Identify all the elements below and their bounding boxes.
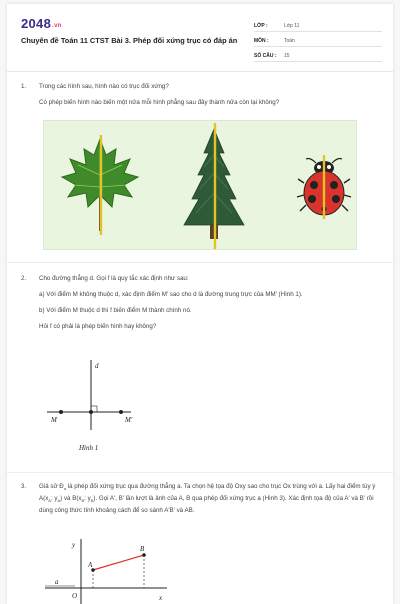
label-a: a [55, 578, 59, 586]
question-text: Trong các hình sau, hình nào có trục đối xứng? [39, 83, 169, 90]
point-m-prime [119, 410, 123, 414]
symmetry-picture [43, 120, 357, 250]
question-1 [21, 82, 381, 114]
label-m-prime: M' [125, 416, 133, 424]
question-text: Giả sử $Đ_a$ là phép đối xứng trục qua đường thẳng a. Ta chọn hệ tọa độ Oxy sao cho trục Ox trùng với a. Lấy hai điểm tùy ý $A(x_A$; $y_A$) và $B(x_B$; $y_B$). Gọi A', B' lần lượt là ảnh của A, B qua phép đối xứng trục a (Hình 3). Xác định tọa độ của A' và B' rồi dùng công thức tính khoảng cách để so sánh A'B' và AB. [39, 483, 376, 515]
question-number: 1. [21, 83, 27, 90]
label-x: x [159, 594, 163, 602]
logo-suffix: .vn [52, 23, 62, 29]
point-b [142, 553, 146, 557]
meta-value: Toán [284, 38, 295, 44]
label-point-a: A [88, 561, 93, 569]
label-point-b: B [140, 545, 145, 553]
question-text: a) Với điểm M không thuộc d, xác định điểm M' sao cho d là đường trung trực của MM' (Hình 1). [39, 291, 303, 298]
header-divider [7, 71, 393, 72]
segment-ab [93, 555, 144, 570]
figure-3 [41, 537, 171, 604]
meta-table [254, 17, 382, 62]
question-text: Hỏi f có phải là phép biến hình hay không? [39, 323, 157, 330]
meta-key: LỚP : [254, 23, 268, 29]
meta-row-subject [254, 32, 382, 47]
pine-tree-image [174, 123, 254, 249]
question-divider [7, 472, 393, 473]
point-m [59, 410, 63, 414]
meta-key: SỐ CÂU : [254, 53, 277, 59]
ladybug-image [296, 155, 352, 219]
question-text: Có phép biến hình nào biến một nửa mỗi hình phẳng sau đây thành nửa còn lại không? [39, 99, 280, 106]
question-2 [21, 274, 381, 338]
question-number: 2. [21, 275, 27, 282]
maple-leaf-image [58, 135, 142, 235]
label-y: y [72, 541, 76, 549]
site-logo[interactable] [21, 16, 62, 31]
question-text: b) Với điểm M thuộc d thì f biến điểm M thành chính nó. [39, 307, 192, 314]
question-number: 3. [21, 483, 27, 490]
label-o: O [72, 592, 78, 600]
question-text: Cho đường thẳng d. Gọi f là quy tắc xác định như sau: [39, 275, 189, 282]
meta-value: Lớp 11 [284, 23, 300, 29]
meta-key: MÔN : [254, 38, 269, 44]
question-3 [21, 482, 381, 522]
document-page [7, 4, 393, 604]
figure-caption: Hình 1 [79, 444, 99, 452]
meta-row-class [254, 17, 382, 32]
document-title: Chuyên đề Toán 11 CTST Bài 3. Phép đối xứng trục có đáp án [21, 36, 238, 45]
figure-1 [39, 358, 139, 453]
meta-value: 15 [284, 53, 290, 59]
logo-text: 2048 [21, 16, 52, 31]
meta-row-count [254, 47, 382, 62]
label-d: d [95, 362, 99, 370]
point-mid [89, 410, 93, 414]
label-m: M [51, 416, 57, 424]
question-divider [7, 262, 393, 263]
